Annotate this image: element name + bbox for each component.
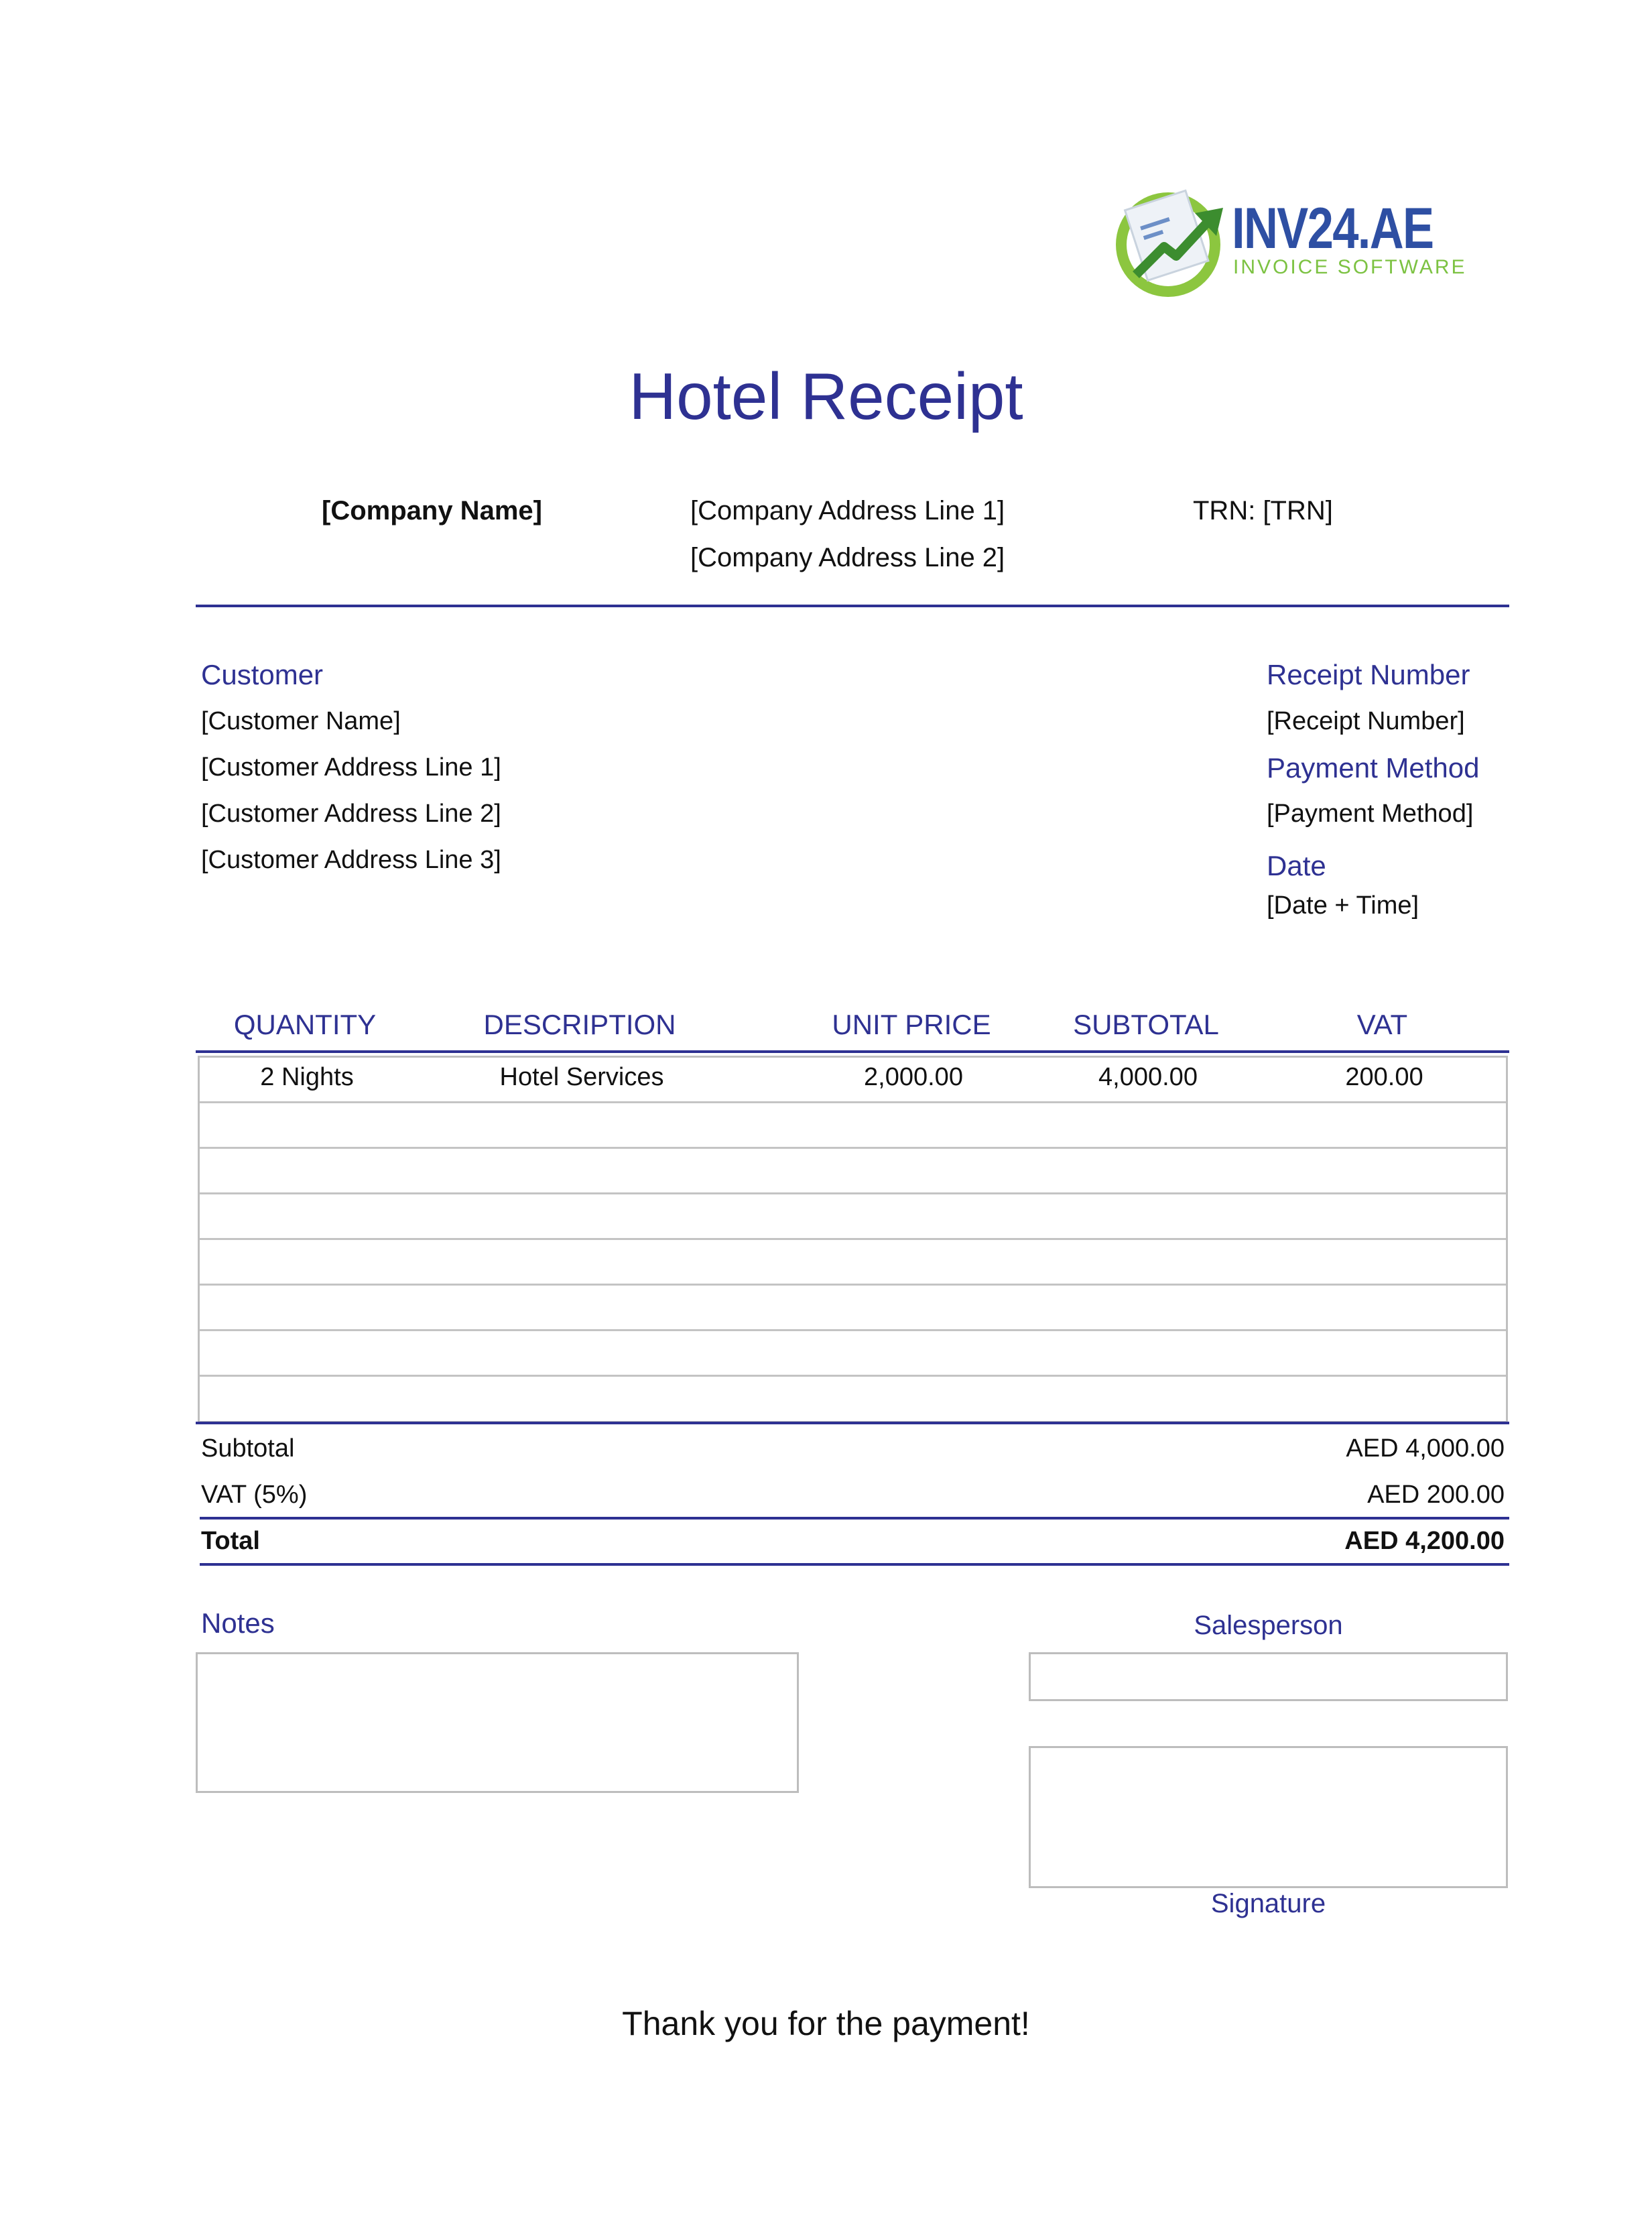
table-header-divider [196, 1050, 1509, 1053]
table-row [200, 1240, 1506, 1286]
cell-description: Hotel Services [499, 1063, 664, 1091]
company-address-line-2: [Company Address Line 2] [690, 543, 1005, 572]
payment-method-value: [Payment Method] [1267, 800, 1474, 828]
total-top-divider [200, 1517, 1509, 1520]
column-header-description: DESCRIPTION [483, 1009, 676, 1040]
table-row [200, 1377, 1506, 1422]
customer-address-line-1: [Customer Address Line 1] [201, 753, 501, 782]
payment-method-label: Payment Method [1267, 752, 1480, 784]
customer-name: [Customer Name] [201, 707, 401, 735]
page-title: Hotel Receipt [629, 359, 1023, 433]
cell-subtotal: 4,000.00 [1098, 1063, 1198, 1091]
total-bottom-divider [200, 1563, 1509, 1566]
column-header-vat: VAT [1356, 1009, 1408, 1040]
receipt-number-value: [Receipt Number] [1267, 707, 1465, 735]
column-header-subtotal: SUBTOTAL [1073, 1009, 1219, 1040]
logo-tagline: INVOICE SOFTWARE [1233, 256, 1467, 278]
total-value: AED 4,200.00 [1344, 1527, 1505, 1555]
company-name: [Company Name] [322, 496, 542, 525]
thank-you-message: Thank you for the payment! [622, 2005, 1030, 2042]
date-value: [Date + Time] [1267, 891, 1419, 920]
invoice-chart-icon [1109, 181, 1230, 298]
vat-row [201, 1481, 1505, 1509]
column-header-unit-price: UNIT PRICE [832, 1009, 991, 1040]
subtotal-label: Subtotal [201, 1434, 295, 1463]
customer-label: Customer [201, 659, 324, 690]
total-label: Total [201, 1527, 260, 1555]
date-label: Date [1267, 850, 1326, 881]
subtotal-value: AED 4,000.00 [1346, 1434, 1505, 1463]
table-bottom-divider [196, 1422, 1509, 1424]
vat-label: VAT (5%) [201, 1481, 308, 1509]
notes-box[interactable] [196, 1652, 799, 1793]
salesperson-field[interactable] [1029, 1652, 1508, 1701]
company-logo [1109, 181, 1467, 298]
cell-quantity: 2 Nights [260, 1063, 354, 1091]
receipt-number-label: Receipt Number [1267, 659, 1470, 690]
table-row [200, 1103, 1506, 1149]
table-row [200, 1331, 1506, 1377]
items-table [198, 1056, 1508, 1423]
signature-box[interactable] [1029, 1746, 1508, 1888]
table-row [200, 1286, 1506, 1331]
header-divider [196, 605, 1509, 607]
notes-label: Notes [201, 1607, 275, 1639]
items-table-header [198, 1009, 1508, 1049]
subtotal-row [201, 1434, 1505, 1463]
column-header-quantity: QUANTITY [233, 1009, 377, 1040]
signature-label: Signature [1210, 1889, 1326, 1918]
salesperson-label: Salesperson [1194, 1611, 1343, 1640]
total-row [201, 1527, 1505, 1556]
company-address-line-1: [Company Address Line 1] [690, 496, 1005, 525]
table-row [200, 1149, 1506, 1194]
cell-unit-price: 2,000.00 [864, 1063, 963, 1091]
company-trn: TRN: [TRN] [1193, 496, 1333, 525]
cell-vat: 200.00 [1345, 1063, 1423, 1091]
table-row [200, 1058, 1506, 1103]
table-row [200, 1194, 1506, 1240]
vat-value: AED 200.00 [1367, 1481, 1505, 1509]
customer-address-line-3: [Customer Address Line 3] [201, 846, 501, 874]
customer-address-line-2: [Customer Address Line 2] [201, 800, 501, 828]
logo-brand-text: INV24.AE [1232, 196, 1434, 261]
